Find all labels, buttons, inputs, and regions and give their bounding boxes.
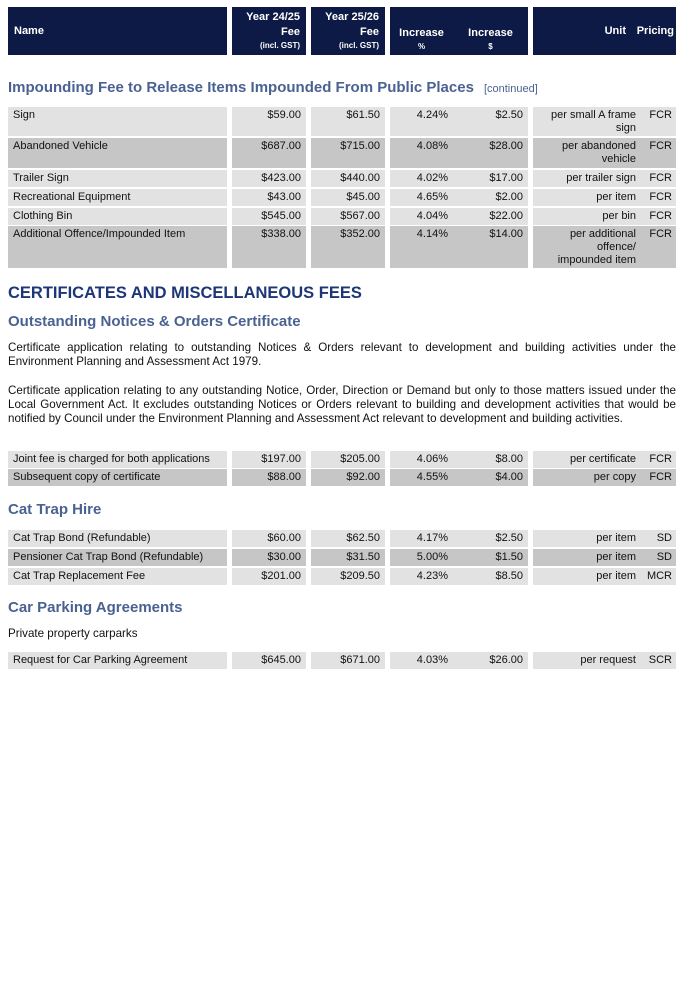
name-cell: Trailer Sign [8,170,227,187]
fee2-cell: $31.50 [311,549,385,566]
usd-cell: $2.00 [453,189,528,206]
pricing-cell: MCR [643,568,676,585]
unit-line: vehicle [601,153,636,165]
header-increase-pct-line1: Increase [399,27,444,39]
unit-line: per item [596,570,636,582]
fee2-cell: $352.00 [311,226,385,268]
unit-cell [533,107,643,136]
header-year2-cell [311,7,385,55]
unit-line: per small A frame [551,109,636,121]
header-year1-line1: Year 24/25 [246,11,300,23]
name-cell: Abandoned Vehicle [8,138,227,168]
fee1-cell: $197.00 [232,451,306,468]
unit-line: per abandoned [561,140,636,152]
pct-cell: 4.02% [390,170,453,187]
header-increase-usd-line1: Increase [468,27,513,39]
fee2-cell: $671.00 [311,652,385,669]
header-year1-line3: (incl. GST) [260,41,300,50]
unit-cell [533,530,643,547]
pct-cell: 4.03% [390,652,453,669]
fee1-cell: $645.00 [232,652,306,669]
fee1-cell: $30.00 [232,549,306,566]
unit-cell [533,170,643,187]
unit-line: per item [596,532,636,544]
fee2-cell: $715.00 [311,138,385,168]
header-increase-usd-line2: $ [488,42,493,51]
unit-line: per trailer sign [566,172,636,184]
unit-line: per additional [569,228,636,240]
pct-cell: 4.06% [390,451,453,468]
unit-line: impounded item [557,254,636,266]
usd-cell: $26.00 [453,652,528,669]
fee1-cell: $687.00 [232,138,306,168]
usd-cell: $2.50 [453,107,528,136]
fee2-cell: $45.00 [311,189,385,206]
header-pricing: Pricing [636,25,674,37]
fee2-cell: $567.00 [311,208,385,225]
usd-cell: $17.00 [453,170,528,187]
usd-cell: $22.00 [453,208,528,225]
usd-cell: $28.00 [453,138,528,168]
header-year2-line1: Year 25/26 [325,11,379,23]
unit-cell [533,469,643,486]
header-year1-line2: Fee [281,26,300,38]
header-name-cell [8,7,227,55]
fee1-cell: $338.00 [232,226,306,268]
fee2-cell: $205.00 [311,451,385,468]
usd-cell: $4.00 [453,469,528,486]
carparking-subtitle: Private property carparks [8,627,138,640]
usd-cell: $8.00 [453,451,528,468]
header-increase-pct-line2: % [417,42,426,51]
certificates-section-title: CERTIFICATES AND MISCELLANEOUS FEES [8,284,362,302]
unit-cell [533,451,643,468]
cattrap-section-title: Cat Trap Hire [8,501,102,518]
name-cell: Joint fee is charged for both applications [8,451,227,468]
usd-cell: $2.50 [453,530,528,547]
unit-line: per request [580,654,636,666]
unit-cell [533,208,643,225]
carparking-section-title: Car Parking Agreements [8,599,183,616]
pct-cell: 4.24% [390,107,453,136]
name-cell: Cat Trap Replacement Fee [8,568,227,585]
header-unit: Unit [604,25,626,37]
header-increase-usd-cell [453,7,528,55]
usd-cell: $1.50 [453,549,528,566]
unit-cell [533,138,643,168]
unit-line: per item [596,551,636,563]
fee1-cell: $423.00 [232,170,306,187]
pct-cell: 4.04% [390,208,453,225]
pricing-cell: FCR [643,226,676,268]
pricing-cell: FCR [643,107,676,136]
name-cell: Request for Car Parking Agreement [8,652,227,669]
fee1-cell: $545.00 [232,208,306,225]
pct-cell: 4.55% [390,469,453,486]
pct-cell: 4.23% [390,568,453,585]
fee2-cell: $440.00 [311,170,385,187]
header-name: Name [14,25,44,37]
fee1-cell: $60.00 [232,530,306,547]
name-cell: Sign [8,107,227,136]
fee2-cell: $92.00 [311,469,385,486]
unit-cell [533,549,643,566]
fee2-cell: $209.50 [311,568,385,585]
unit-line: per certificate [569,453,636,465]
pricing-cell: FCR [643,170,676,187]
fee1-cell: $88.00 [232,469,306,486]
fee2-cell: $62.50 [311,530,385,547]
pricing-cell: SD [643,549,676,566]
pricing-cell: SCR [643,652,676,669]
header-year2-line2: Fee [360,26,379,38]
unit-line: sign [615,122,636,134]
name-cell: Cat Trap Bond (Refundable) [8,530,227,547]
pricing-cell: FCR [643,208,676,225]
name-cell: Pensioner Cat Trap Bond (Refundable) [8,549,227,566]
fee1-cell: $201.00 [232,568,306,585]
pct-cell: 4.17% [390,530,453,547]
pricing-cell: SD [643,530,676,547]
unit-line: per copy [593,471,636,483]
usd-cell: $8.50 [453,568,528,585]
impounding-section-title [8,79,538,96]
pct-cell: 4.14% [390,226,453,268]
impounding-title-text: Impounding Fee to Release Items Impounded From Public Places [8,79,474,96]
fee1-cell: $59.00 [232,107,306,136]
header-unit-pricing-cell [533,7,676,55]
notices-paragraph-2: Certificate application relating to any outstanding Notice, Order, Direction or Demand but only to those matters issued under the Local Government Act. It excludes outstanding Notices or Orders relevant to building and development activities that would be notified by Council under the Environment Planning and Assessment Act relevant to development and building activities. [8,384,676,425]
header-year1-cell [232,7,306,55]
unit-line: offence/ [597,241,636,253]
unit-cell [533,226,643,268]
unit-line: per item [596,191,636,203]
continued-label: [continued] [483,83,538,95]
header-year2-line3: (incl. GST) [339,41,379,50]
pct-cell: 4.08% [390,138,453,168]
pricing-cell: FCR [643,189,676,206]
pct-cell: 5.00% [390,549,453,566]
name-cell: Clothing Bin [8,208,227,225]
fee2-cell: $61.50 [311,107,385,136]
unit-cell [533,189,643,206]
fee1-cell: $43.00 [232,189,306,206]
name-cell: Recreational Equipment [8,189,227,206]
notices-paragraph-1: Certificate application relating to outstanding Notices & Orders relevant to development and building activities under the Environment Planning and Assessment Act 1979. [8,341,676,368]
header-increase-pct-cell [390,7,453,55]
usd-cell: $14.00 [453,226,528,268]
unit-cell [533,652,643,669]
pct-cell: 4.65% [390,189,453,206]
pricing-cell: FCR [643,138,676,168]
unit-cell [533,568,643,585]
unit-line: per bin [602,210,636,222]
notices-section-title: Outstanding Notices & Orders Certificate [8,313,301,330]
pricing-cell: FCR [643,469,676,486]
name-cell: Additional Offence/Impounded Item [8,226,227,268]
name-cell: Subsequent copy of certificate [8,469,227,486]
pricing-cell: FCR [643,451,676,468]
